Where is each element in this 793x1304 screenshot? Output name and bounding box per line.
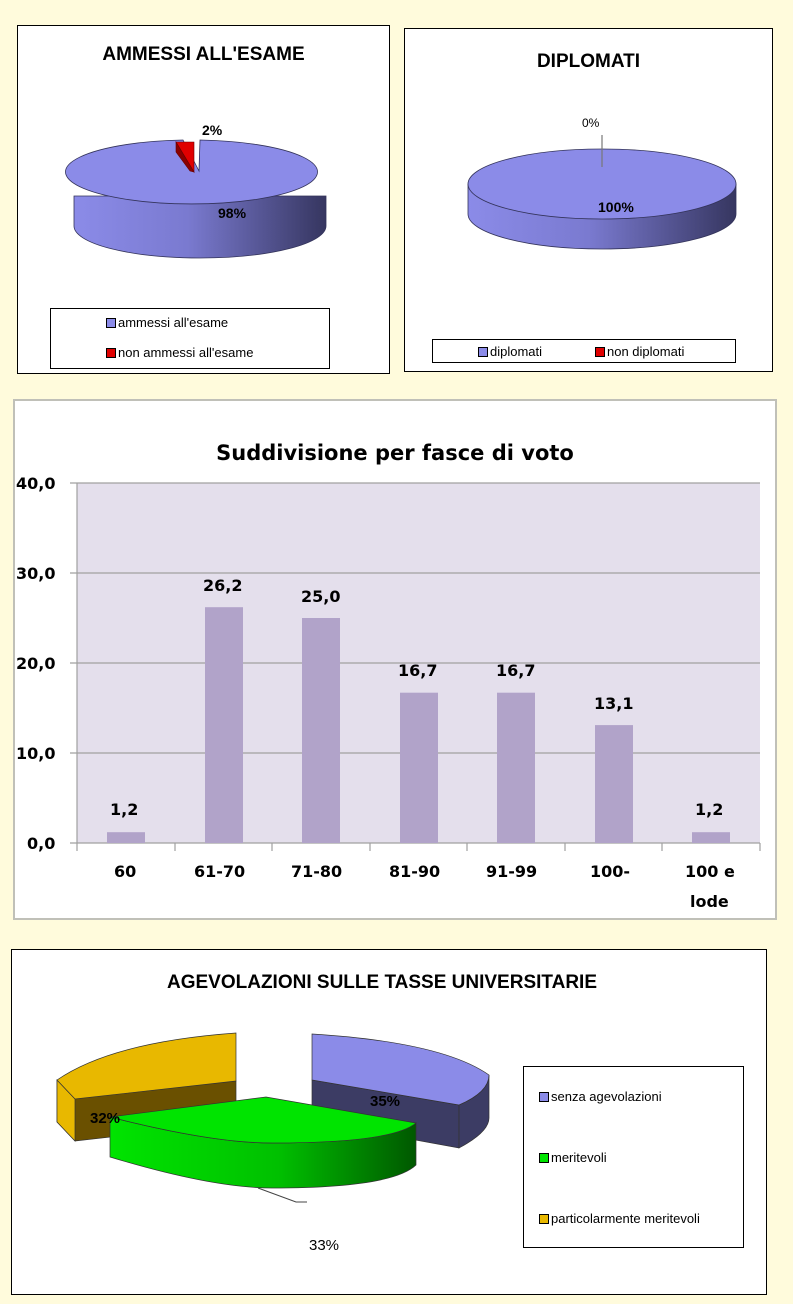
chart-fasce-title: Suddivisione per fasce di voto bbox=[216, 441, 574, 465]
y-tick-0: 0,0 bbox=[27, 834, 56, 853]
chart-agevolazioni-panel bbox=[11, 949, 767, 1295]
x-cat-71-80: 71-80 bbox=[291, 862, 343, 881]
chart-diplomati-title: DIPLOMATI bbox=[536, 51, 641, 72]
legend-label: ammessi all'esame bbox=[118, 315, 229, 330]
x-cat-91-99: 91-99 bbox=[486, 862, 538, 881]
chart-agevolazioni-label-33: 33% bbox=[309, 1237, 340, 1254]
x-cat-lode: lode bbox=[690, 892, 729, 911]
bar-label-60: 1,2 bbox=[110, 800, 139, 819]
chart-ammessi-title: AMMESSI ALL'ESAME bbox=[102, 44, 305, 65]
bar-label-100: 13,1 bbox=[594, 694, 634, 713]
chart-agevolazioni-label-35: 35% bbox=[370, 1093, 401, 1110]
legend-label: senza agevolazioni bbox=[551, 1089, 662, 1104]
x-cat-81-90: 81-90 bbox=[389, 862, 441, 881]
legend-swatch-green bbox=[539, 1153, 549, 1163]
legend-item-senza-agevolazioni bbox=[539, 1089, 662, 1104]
x-cat-100: 100- bbox=[590, 862, 631, 881]
chart-agevolazioni-label-32: 32% bbox=[90, 1110, 121, 1127]
bar-label-100-lode: 1,2 bbox=[695, 800, 724, 819]
x-cat-100-e: 100 e bbox=[685, 862, 735, 881]
legend-item-meritevoli bbox=[539, 1150, 607, 1165]
legend-label: diplomati bbox=[490, 344, 543, 359]
chart-ammessi-label-small: 2% bbox=[202, 122, 223, 138]
bar-label-91-99: 16,7 bbox=[496, 661, 536, 680]
legend-item-particolarmente-meritevoli bbox=[539, 1211, 700, 1226]
x-cat-61-70: 61-70 bbox=[194, 862, 246, 881]
x-cat-60: 60 bbox=[114, 862, 137, 881]
chart-agevolazioni-legend bbox=[523, 1066, 744, 1248]
y-tick-20: 20,0 bbox=[16, 654, 56, 673]
y-tick-40: 40,0 bbox=[16, 474, 56, 493]
bar-label-71-80: 25,0 bbox=[301, 587, 341, 606]
y-tick-10: 10,0 bbox=[16, 744, 56, 763]
chart-diplomati-label-small: 0% bbox=[582, 116, 600, 130]
legend-label: non ammessi all'esame bbox=[118, 345, 254, 360]
y-tick-30: 30,0 bbox=[16, 564, 56, 583]
legend-label: particolarmente meritevoli bbox=[551, 1211, 700, 1226]
chart-diplomati-label-big: 100% bbox=[598, 199, 634, 215]
bar-label-61-70: 26,2 bbox=[203, 576, 243, 595]
legend-swatch-yellow bbox=[539, 1214, 549, 1224]
legend-label: non diplomati bbox=[607, 344, 685, 359]
legend-swatch-blue bbox=[539, 1092, 549, 1102]
chart-ammessi-label-big: 98% bbox=[218, 205, 247, 221]
legend-label: meritevoli bbox=[551, 1150, 607, 1165]
chart-agevolazioni-title: AGEVOLAZIONI SULLE TASSE UNIVERSITARIE bbox=[167, 972, 597, 993]
bar-label-81-90: 16,7 bbox=[398, 661, 438, 680]
